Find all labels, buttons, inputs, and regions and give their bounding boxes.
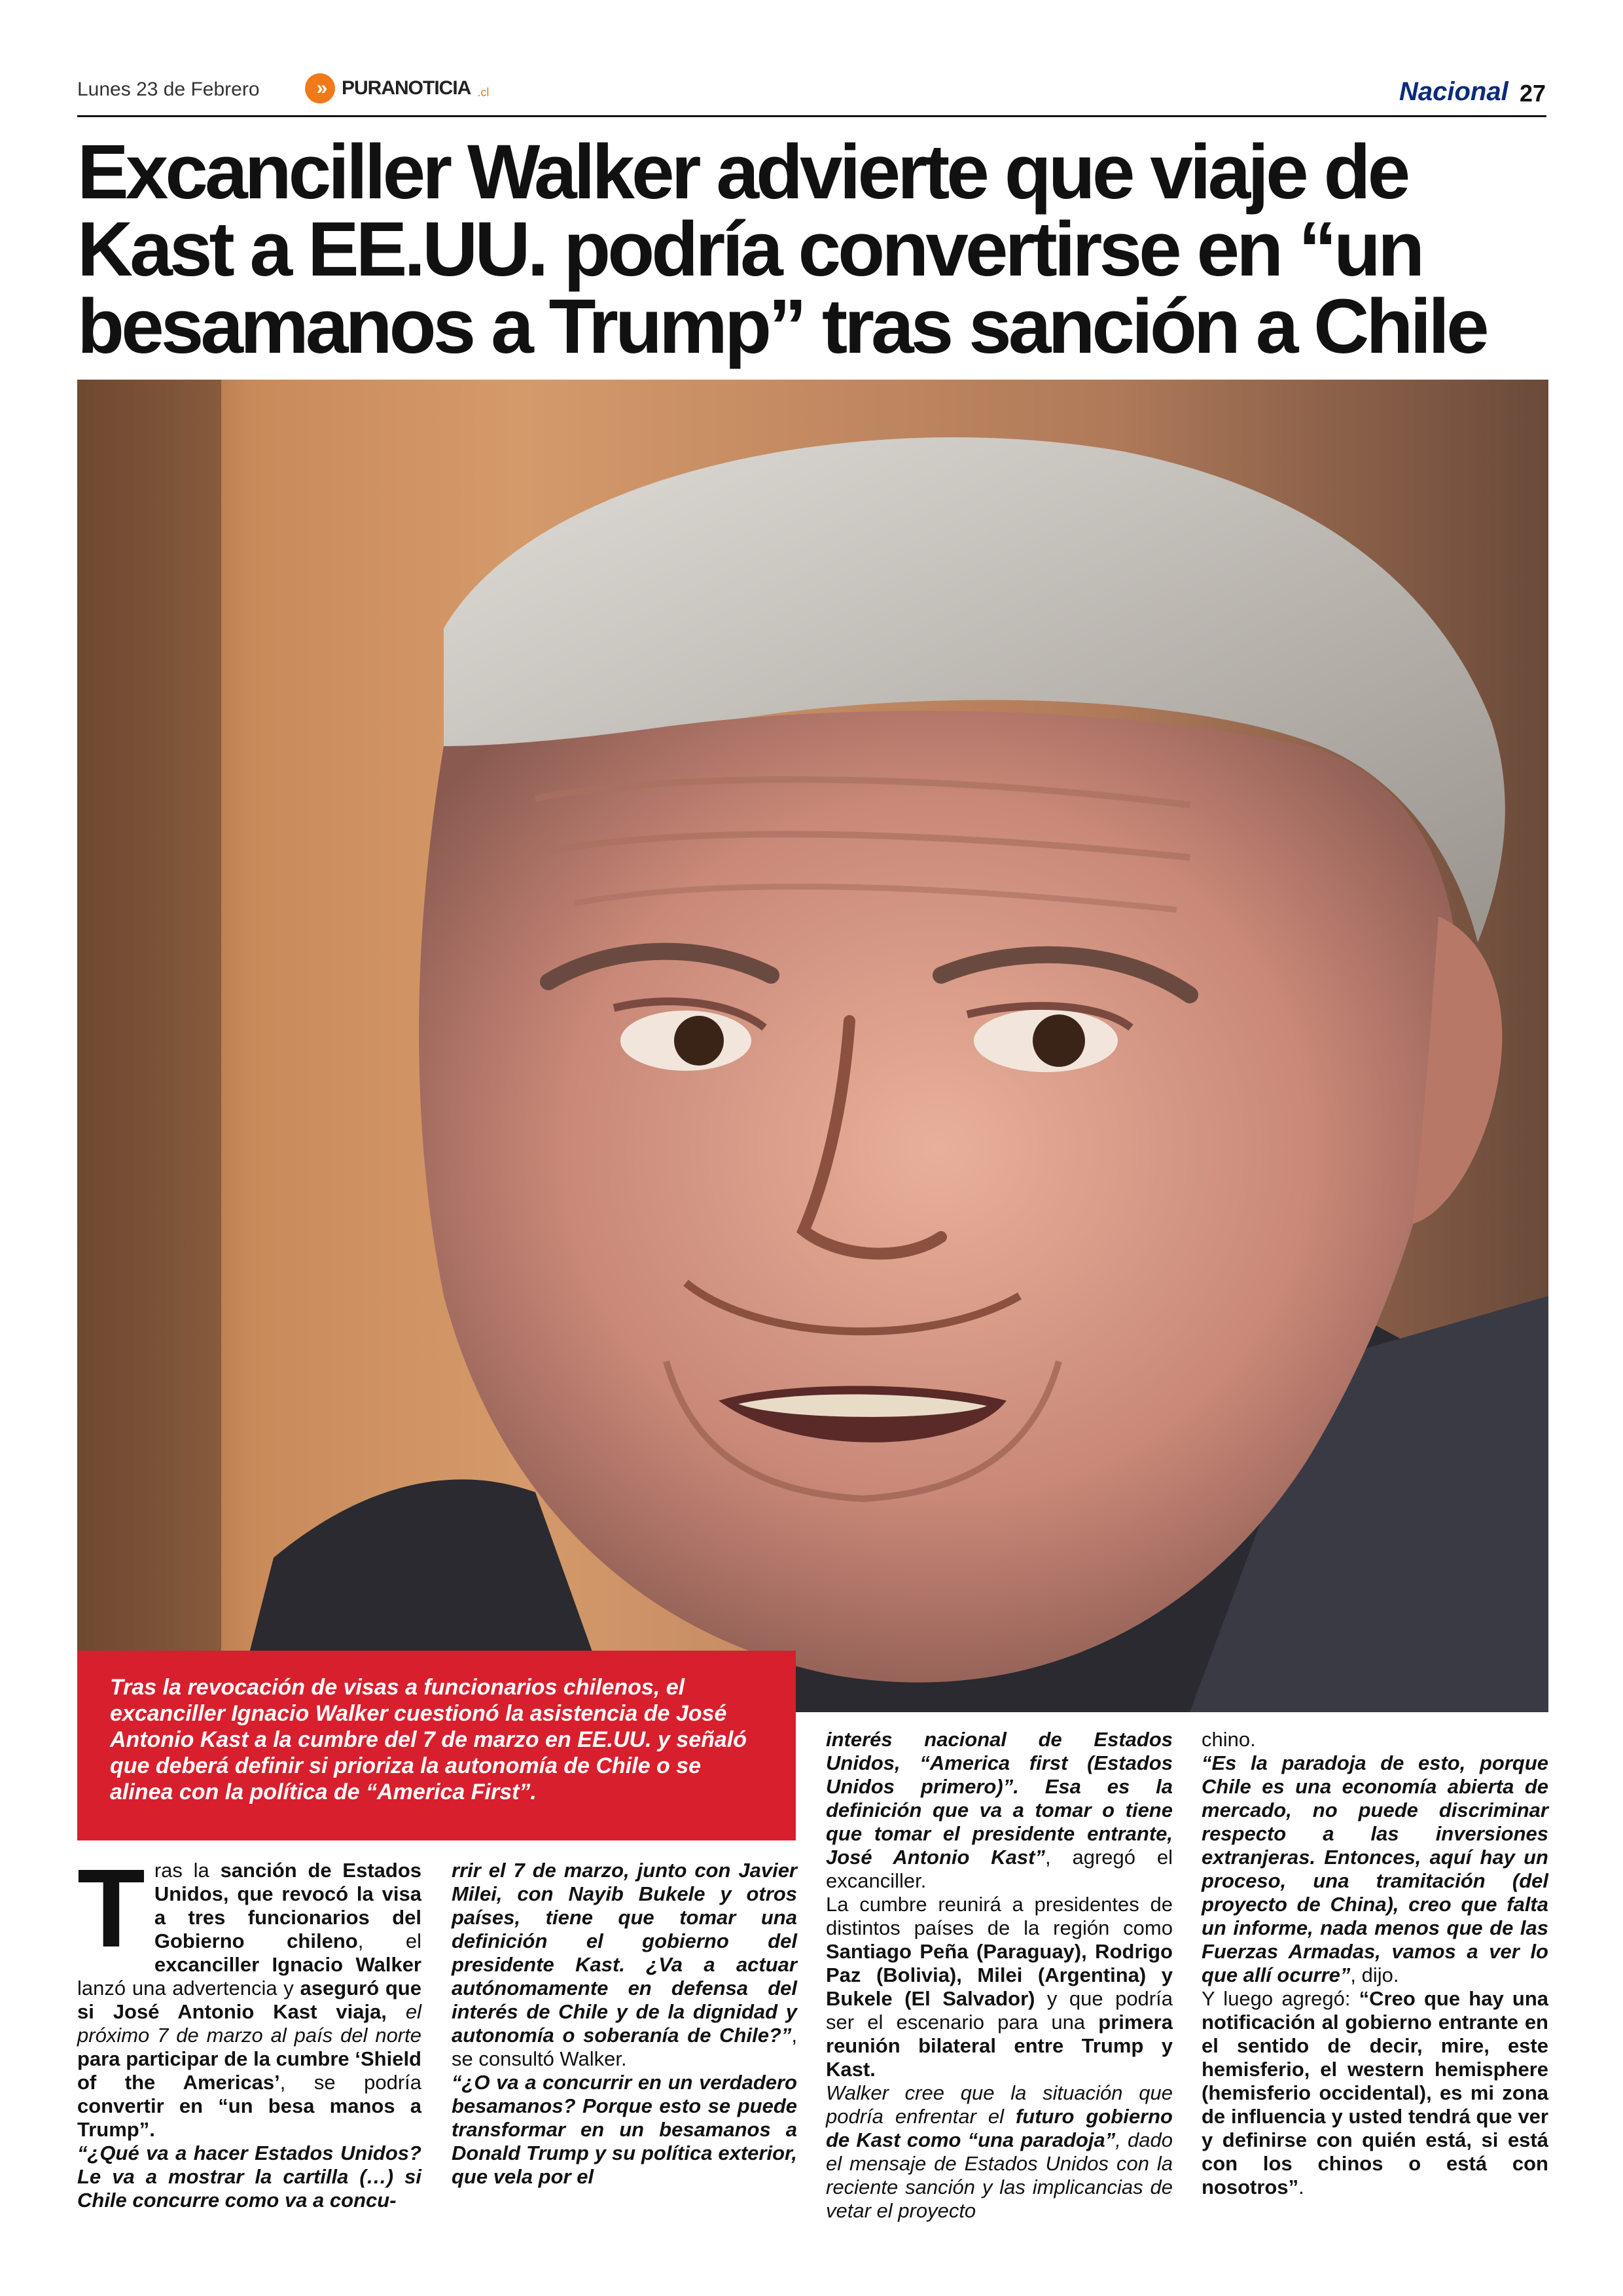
header-rule	[77, 115, 1546, 117]
article-paragraph: “Es la paradoja de esto, porque Chile es una economía abierta de mercado, no puede discriminar respecto a las inversiones extranjeras. Entonces, aquí hay un proceso, una tramitación (del proyecto de China), creo que falta un informe, nada menos que de las Fuerzas Armadas, vamos a ver lo que allí ocurre”, dijo.	[1202, 1751, 1548, 1986]
article-paragraph: Tras la sanción de Estados Unidos, que revocó la visa a tres funcionarios del Gobierno chileno, el excanciller Ignacio Walker lanzó una advertencia y aseguró que si José Antonio Kast viaja, el próximo 7 de marzo al país del norte para participar de la cumbre ‘Shield of the Americas’, se podría convertir en “un besa manos a Trump”.	[77, 1846, 422, 2141]
brand-name: PURANOTICIA	[342, 77, 471, 99]
article-paragraph: Y luego agregó: “Creo que hay una notificación al gobierno entrante en el sentido de decir, mire, este hemisferio, el western hemisphere (hemisferio occidental), es mi zona de influencia y usted tendrá que ver y definirse con quién está, si está con los chinos o está con nosotros”.	[1202, 1987, 1549, 2198]
portrait-illustration	[77, 380, 1548, 1712]
brand-arrows-icon: »	[305, 73, 335, 103]
page-number: 27	[1520, 80, 1546, 107]
article-column-2	[452, 1859, 797, 2189]
brand-logo	[305, 73, 489, 103]
drop-cap: T	[77, 1846, 145, 1971]
article-paragraph: chino.	[1202, 1728, 1256, 1751]
article-paragraph: rrir el 7 de marzo, junto con Javier Milei, con Nayib Bukele y otros países, tiene que tomar una definición el gobierno del presidente Kast. ¿Va a actuar autónomamente en defensa del interés de Chile y de la dignidad y autonomía o soberanía de Chile?”, se consultó Walker.	[452, 1859, 797, 2070]
article-paragraph: La cumbre reunirá a presidentes de distintos países de la región como Santiago Peña (Paraguay), Rodrigo Paz (Bolivia), Milei (Argentina) y Bukele (El Salvador) y que podría ser el escenario para una primera reunión bilateral entre Trump y Kast.	[826, 1893, 1173, 2081]
article-column-4	[1202, 1728, 1548, 2199]
article-column-1	[77, 1846, 422, 2212]
article-paragraph: “¿O va a concurrir en un verdadero besamanos? Porque esto se puede transformar en un besamanos a Donald Trump y su política exterior, que vela por el	[452, 2071, 797, 2188]
article-column-3	[826, 1728, 1173, 2223]
article-paragraph: “¿Qué va a hacer Estados Unidos? Le va a mostrar la cartilla (…) si Chile concurre como va a concu-	[77, 2142, 421, 2212]
headline: Excanciller Walker advierte que viaje de Kast a EE.UU. podría convertirse en “un besamanos a Trump” tras sanción a Chile	[77, 129, 1486, 370]
brand-suffix: .cl	[477, 85, 490, 99]
photo-caption: Tras la revocación de visas a funcionarios chilenos, el excanciller Ignacio Walker cuestionó la asistencia de José Antonio Kast a la cumbre del 7 de marzo en EE.UU. y señaló que deberá definir si prioriza la autonomía de Chile o se alinea con la política de “America First”.	[77, 1651, 796, 1840]
section-label: Nacional	[1399, 77, 1508, 106]
header-date: Lunes 23 de Febrero	[77, 79, 260, 100]
article-paragraph: interés nacional de Estados Unidos, “America first (Estados Unidos primero)”. Esa es la definición que va a tomar o tiene que tomar el presidente entrante, José Antonio Kast”, agregó el excanciller.	[826, 1728, 1173, 1892]
portrait-photo	[77, 380, 1548, 1712]
article-paragraph: Walker cree que la situación que podría enfrentar el futuro gobierno de Kast como “una paradoja”, dado el mensaje de Estados Unidos con la reciente sanción y las implicancias de vetar el proyecto	[826, 2081, 1173, 2222]
